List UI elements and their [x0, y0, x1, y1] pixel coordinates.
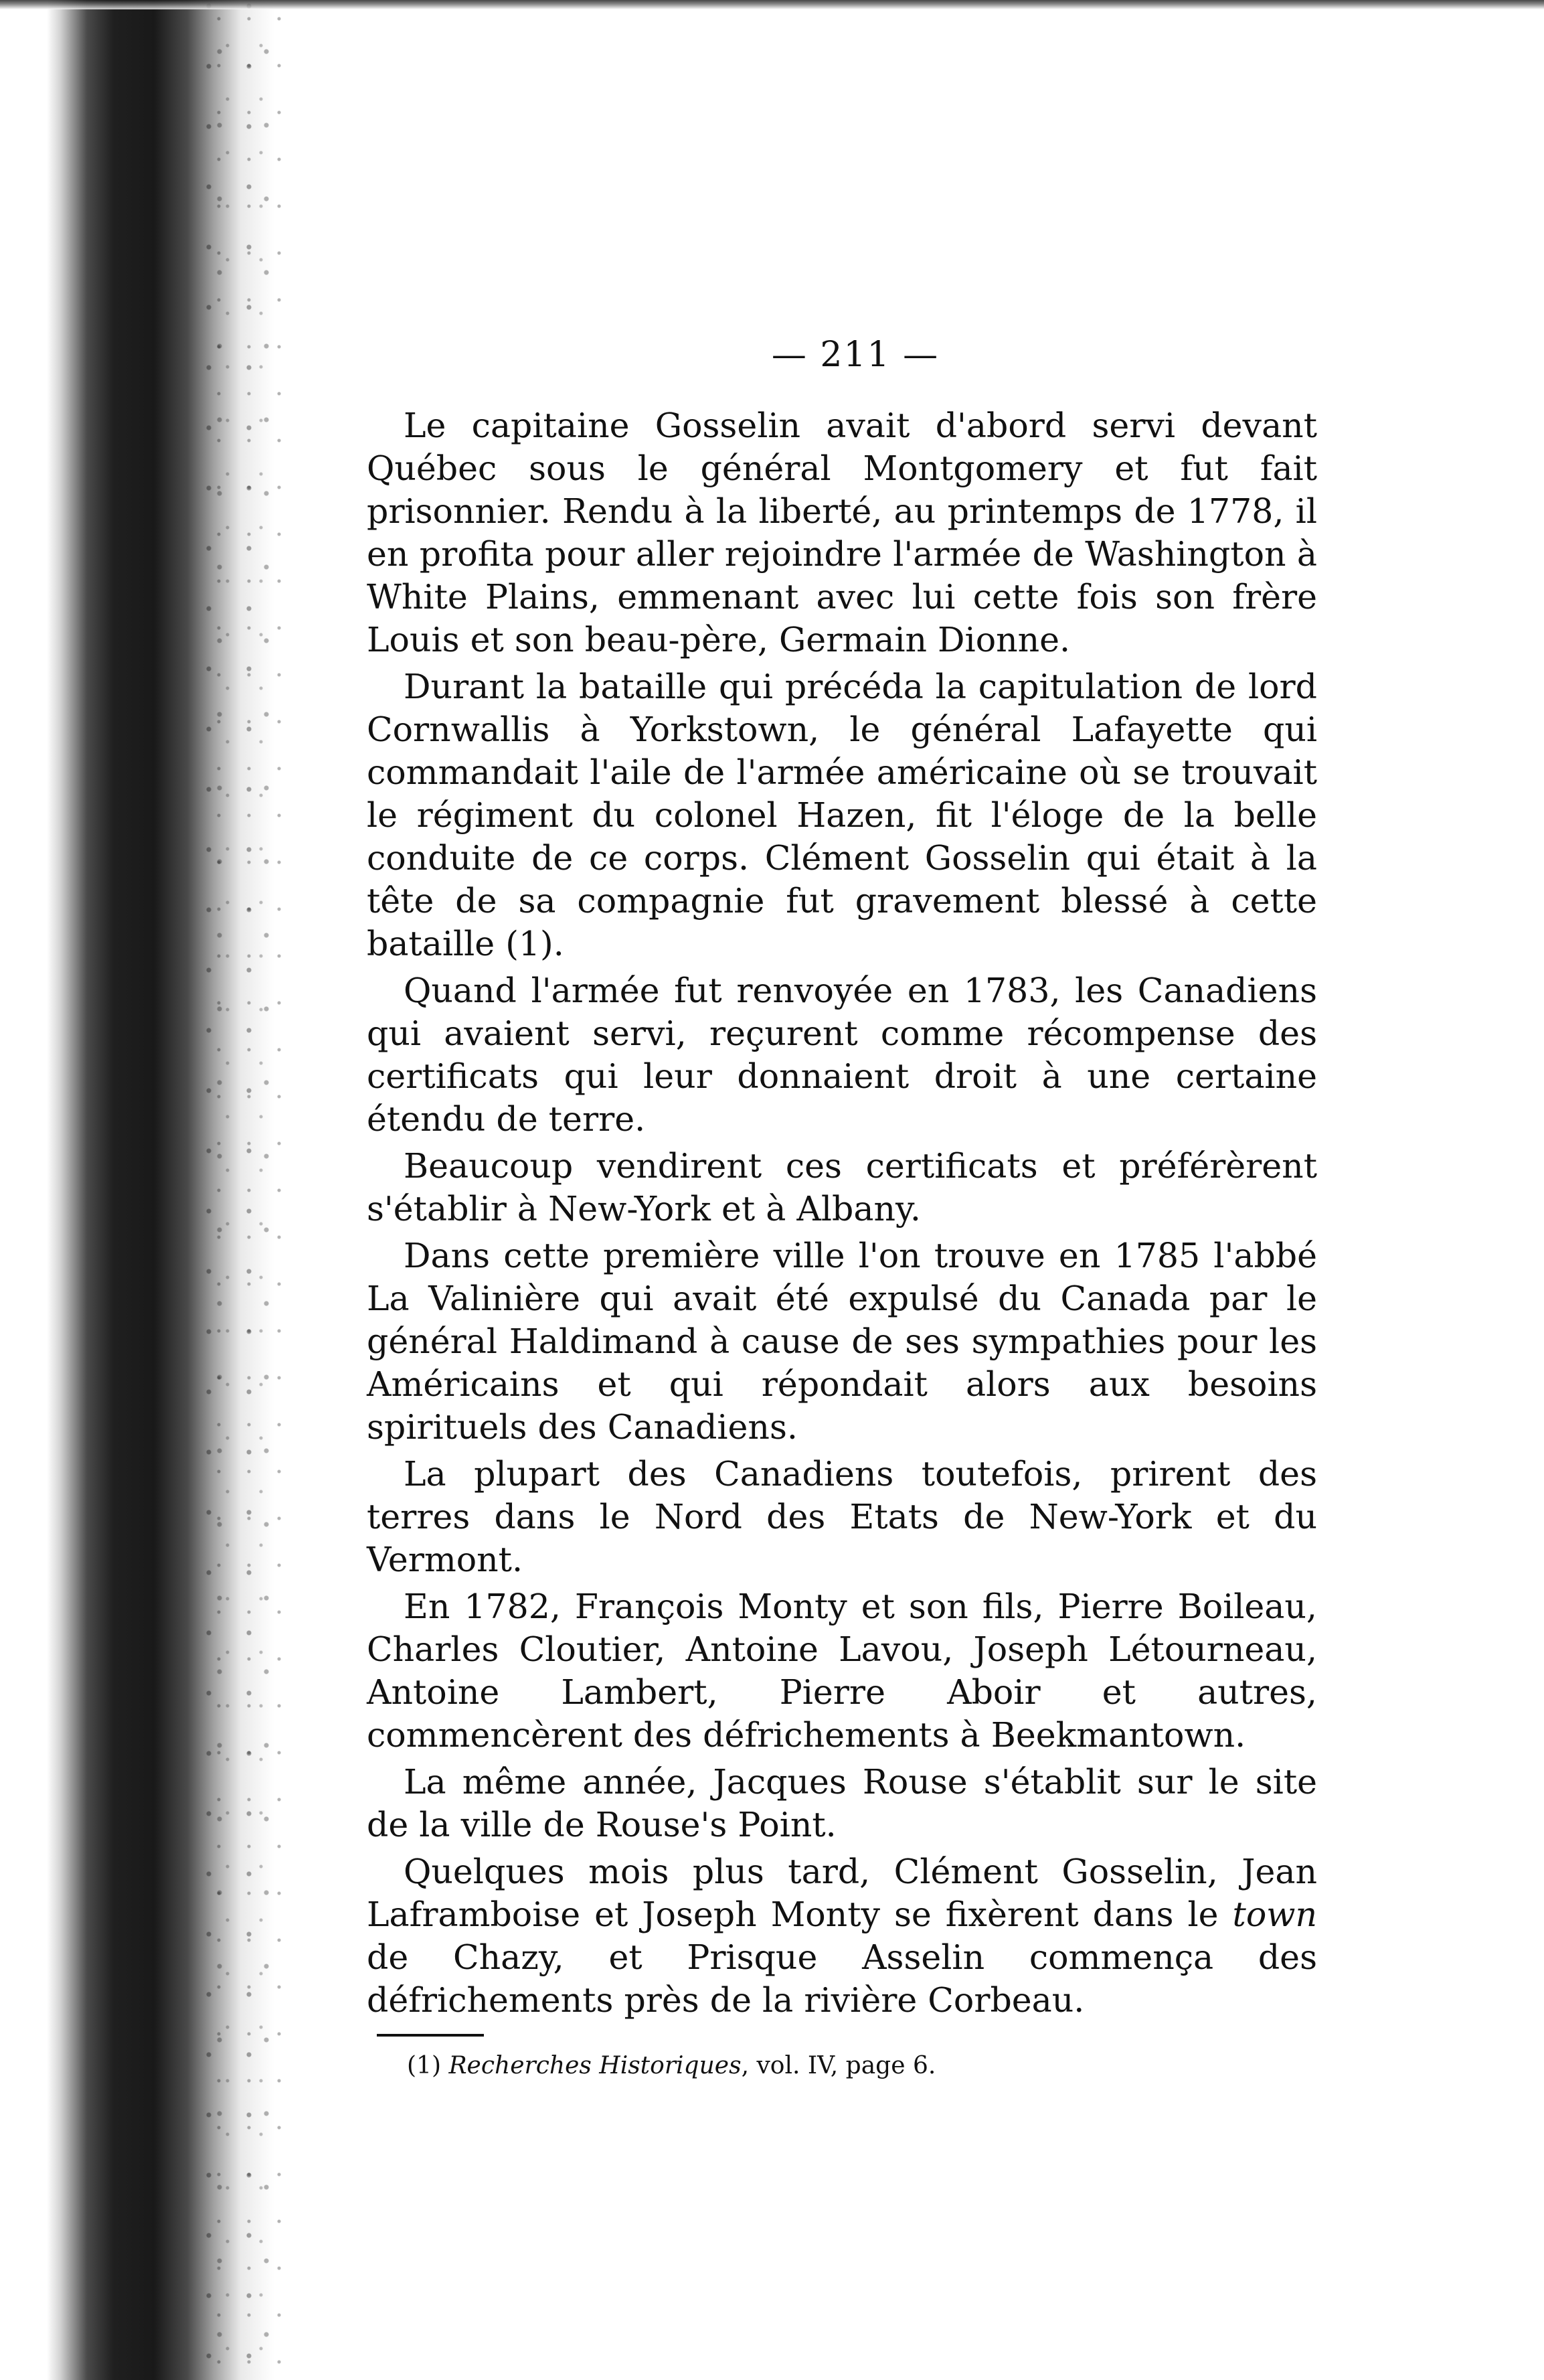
- paragraph: [367, 1850, 1317, 2022]
- italic-word: town: [1232, 1895, 1317, 1934]
- paragraph: Le capitaine Gosselin avait d'abord servi devant Québec sous le général Montgomery et fut fait prisonnier. Rendu à la liberté, au printemps de 1778, il en profita pour aller rejoindre l'armée de Washington à White Plains, emmenant avec lui cette fois son frère Louis et son beau-père, Germain Dionne.: [367, 406, 1317, 659]
- paragraph-text: de Chazy, et Prisque Asselin commença des défrichements près de la rivière Corbeau.: [367, 1937, 1317, 2020]
- book-page: [367, 335, 1317, 2081]
- paragraph: En 1782, François Monty et son fils, Pierre Boileau, Charles Cloutier, Antoine Lavou, Joseph Létourneau, Antoine Lambert, Pierre Aboir et autres, commencèrent des défrichements à Beekmantown.: [367, 1587, 1317, 1755]
- page-number: — 211 —: [771, 335, 940, 375]
- footnote-rule: [377, 2034, 484, 2037]
- paragraph: La même année, Jacques Rouse s'établit sur le site de la ville de Rouse's Point.: [367, 1762, 1317, 1844]
- footnote-marker: (1): [407, 2052, 441, 2079]
- footnote-title: Recherches Historiques: [448, 2052, 742, 2079]
- paragraph-text: Quelques mois plus tard, Clément Gosselin, Jean Laframboise et Joseph Monty se fixèrent dans le: [367, 1852, 1317, 1934]
- top-scan-edge: [0, 0, 1544, 9]
- footnote-rest: , vol. IV, page 6.: [741, 2052, 936, 2079]
- footnote: [367, 2051, 1317, 2081]
- paragraph: Quand l'armée fut renvoyée en 1783, les Canadiens qui avaient servi, reçurent comme récompense des certificats qui leur donnaient droit à une certaine étendu de terre.: [367, 971, 1317, 1139]
- paragraph: La plupart des Canadiens toutefois, prirent des terres dans le Nord des Etats de New-York et du Vermont.: [367, 1454, 1317, 1579]
- paragraph: Durant la bataille qui précéda la capitulation de lord Cornwallis à Yorkstown, le général Lafayette qui commandait l'aile de l'armée américaine où se trouvait le régiment du colonel Hazen, fit l'éloge de la belle conduite de ce corps. Clément Gosselin qui était à la tête de sa compagnie fut gravement blessé à cette bataille (1).: [367, 667, 1317, 963]
- binding-speckle: [201, 0, 281, 2380]
- body-text: [367, 404, 1317, 2022]
- paragraph: Beaucoup vendirent ces certificats et préférèrent s'établir à New-York et à Albany.: [367, 1146, 1317, 1228]
- paragraph: Dans cette première ville l'on trouve en 1785 l'abbé La Valinière qui avait été expulsé du Canada par le général Haldimand à cause de ses sympathies pour les Américains et qui répondait alors aux besoins spirituels des Canadiens.: [367, 1236, 1317, 1447]
